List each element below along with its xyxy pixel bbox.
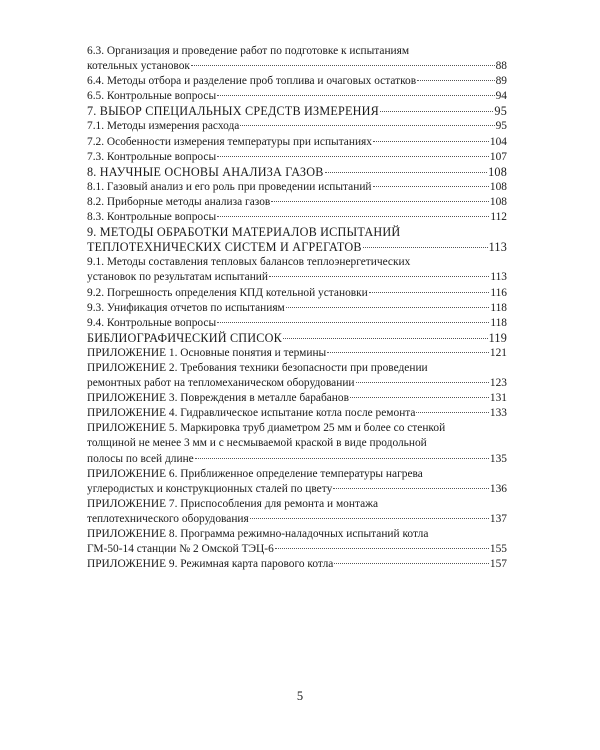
toc-entry bbox=[87, 557, 507, 572]
toc-entry-text: 7.3. Контрольные вопросы bbox=[87, 150, 217, 163]
toc-entry-text: 6.5. Контрольные вопросы bbox=[87, 90, 217, 103]
toc-entry-row bbox=[87, 557, 507, 572]
dot-leader bbox=[217, 94, 494, 96]
toc-entry bbox=[87, 180, 507, 195]
toc-entry-text: установок по результатам испытаний bbox=[87, 271, 268, 284]
toc-entry-text: полосы по всей длине bbox=[87, 452, 194, 465]
toc-page-number: 155 bbox=[489, 543, 507, 556]
dot-leader bbox=[350, 396, 489, 398]
toc-entry bbox=[87, 286, 507, 301]
toc-entry-text: ПРИЛОЖЕНИЕ 7. Приспособления для ремонта и монтажа bbox=[87, 497, 379, 510]
toc-entry bbox=[87, 406, 507, 421]
dot-leader bbox=[373, 185, 489, 187]
toc-entry bbox=[87, 301, 507, 316]
toc-page-number: 135 bbox=[489, 452, 507, 465]
toc-entry-text: 8.1. Газовый анализ и его роль при проведении испытаний bbox=[87, 180, 372, 193]
dot-leader bbox=[369, 291, 490, 293]
dot-leader bbox=[283, 337, 488, 339]
toc-entry-row bbox=[87, 59, 507, 74]
toc-page-number: 95 bbox=[494, 104, 507, 119]
toc-page-number: 104 bbox=[489, 135, 507, 148]
toc-page-number: 89 bbox=[495, 75, 507, 88]
toc-entry-row bbox=[87, 74, 507, 89]
table-of-contents bbox=[87, 44, 507, 572]
dot-leader bbox=[271, 200, 489, 202]
toc-entry-row bbox=[87, 119, 507, 134]
dot-leader bbox=[380, 110, 493, 112]
toc-entry-text: ПРИЛОЖЕНИЕ 8. Программа режимно-наладочных испытаний котла bbox=[87, 528, 429, 540]
toc-page-number: 118 bbox=[490, 301, 507, 314]
toc-page-number: 118 bbox=[490, 316, 507, 329]
toc-entry-row bbox=[87, 452, 507, 467]
toc-entry-row bbox=[87, 210, 507, 225]
toc-page-number: 108 bbox=[489, 180, 507, 193]
dot-leader bbox=[417, 79, 495, 81]
toc-entry-text: 9.2. Погрешность определения КПД котельной установки bbox=[87, 286, 368, 299]
toc-page-number: 137 bbox=[489, 512, 507, 525]
dot-leader bbox=[217, 321, 489, 323]
toc-entry-row bbox=[87, 346, 507, 361]
toc-entry-row bbox=[87, 376, 507, 391]
toc-entry-row bbox=[87, 135, 507, 150]
toc-entry-row bbox=[87, 240, 507, 255]
toc-entry-text: 9.1. Методы составления тепловых балансов теплоэнергетических bbox=[87, 256, 411, 269]
toc-entry-row bbox=[87, 301, 507, 316]
dot-leader bbox=[327, 351, 489, 353]
toc-entry bbox=[87, 225, 507, 255]
toc-entry-row bbox=[87, 286, 507, 301]
dot-leader bbox=[269, 275, 489, 277]
toc-page-number: 95 bbox=[495, 120, 507, 133]
toc-entry bbox=[87, 497, 507, 527]
toc-page-number: 94 bbox=[495, 90, 507, 103]
toc-entry-text: 8.3. Контрольные вопросы bbox=[87, 211, 217, 224]
dot-leader bbox=[334, 562, 489, 564]
toc-page-number: 108 bbox=[488, 164, 507, 179]
toc-entry-text: ПРИЛОЖЕНИЕ 2. Требования техники безопасности при проведении bbox=[87, 361, 428, 374]
toc-entry bbox=[87, 361, 507, 391]
toc-entry bbox=[87, 346, 507, 361]
toc-page-number: 113 bbox=[490, 271, 507, 284]
toc-page-number: 136 bbox=[489, 482, 507, 495]
toc-entry-text: 9.3. Унификация отчетов по испытаниям bbox=[87, 301, 285, 314]
toc-entry-text: 6.4. Методы отбора и разделение проб топлива и очаговых остатков bbox=[87, 75, 417, 88]
toc-entry-row bbox=[87, 89, 507, 104]
toc-entry-text: теплотехнического оборудования bbox=[87, 512, 249, 525]
toc-entry-text: 8.2. Приборные методы анализа газов bbox=[87, 195, 271, 208]
toc-entry-text: ПРИЛОЖЕНИЕ 5. Маркировка труб диаметром 25 мм и более со стенкой bbox=[87, 422, 446, 435]
toc-entry-row bbox=[87, 406, 507, 421]
toc-entry-text: ПРИЛОЖЕНИЕ 9. Режимная карта парового котла bbox=[87, 558, 334, 571]
toc-entry-row bbox=[87, 512, 507, 527]
toc-entry-text: 9. МЕТОДЫ ОБРАБОТКИ МАТЕРИАЛОВ ИСПЫТАНИЙ bbox=[87, 225, 401, 240]
toc-entry-text: 7.2. Особенности измерения температуры при испытаниях bbox=[87, 135, 372, 148]
dot-leader bbox=[217, 155, 489, 157]
toc-entry-row bbox=[87, 150, 507, 165]
toc-entry-text: ПРИЛОЖЕНИЕ 3. Повреждения в металле барабанов bbox=[87, 392, 349, 405]
toc-entry-text: ТЕПЛОТЕХНИЧЕСКИХ СИСТЕМ И АГРЕГАТОВ bbox=[87, 240, 362, 255]
toc-entry-text: толщиной не менее 3 мм и с несмываемой краской в виде продольной bbox=[87, 437, 427, 450]
toc-entry bbox=[87, 316, 507, 331]
toc-page-number: 133 bbox=[489, 407, 507, 420]
toc-entry-row bbox=[87, 316, 507, 331]
toc-page-number: 121 bbox=[489, 346, 507, 359]
toc-entry-text: БИБЛИОГРАФИЧЕСКИЙ СПИСОК bbox=[87, 330, 282, 345]
dot-leader bbox=[416, 411, 488, 413]
toc-entry bbox=[87, 165, 507, 180]
dot-leader bbox=[363, 246, 488, 248]
toc-entry bbox=[87, 195, 507, 210]
toc-page-number: 123 bbox=[489, 377, 507, 390]
toc-entry-text: ГМ-50-14 станции № 2 Омской ТЭЦ-6 bbox=[87, 543, 274, 556]
dot-leader bbox=[333, 487, 489, 489]
toc-entry-text: 7.1. Методы измерения расхода bbox=[87, 120, 240, 133]
toc-entry-text: 6.3. Организация и проведение работ по подготовке к испытаниям bbox=[87, 45, 410, 57]
toc-entry-text: ПРИЛОЖЕНИЕ 4. Гидравлическое испытание котла после ремонта bbox=[87, 407, 416, 420]
toc-page-number: 119 bbox=[488, 330, 507, 345]
dot-leader bbox=[250, 517, 489, 519]
toc-entry bbox=[87, 119, 507, 134]
dot-leader bbox=[217, 215, 489, 217]
toc-page-number: 107 bbox=[489, 150, 507, 163]
toc-page-number: 157 bbox=[489, 558, 507, 571]
toc-entry bbox=[87, 331, 507, 346]
dot-leader bbox=[373, 140, 489, 142]
dot-leader bbox=[191, 64, 495, 66]
toc-entry-text: ПРИЛОЖЕНИЕ 1. Основные понятия и термины bbox=[87, 346, 327, 359]
toc-entry-row bbox=[87, 542, 507, 557]
dot-leader bbox=[275, 547, 489, 549]
toc-entry-row bbox=[87, 165, 507, 180]
toc-entry-row bbox=[87, 331, 507, 346]
toc-page-number: 112 bbox=[490, 211, 507, 224]
toc-entry bbox=[87, 527, 507, 557]
dot-leader bbox=[286, 306, 490, 308]
toc-entry-text: ремонтных работ на тепломеханическом оборудовании bbox=[87, 377, 355, 390]
toc-entry bbox=[87, 210, 507, 225]
dot-leader bbox=[325, 171, 488, 173]
toc-page-number: 116 bbox=[490, 286, 507, 299]
toc-entry-row bbox=[87, 180, 507, 195]
dot-leader bbox=[240, 124, 494, 126]
toc-entry bbox=[87, 104, 507, 119]
toc-entry bbox=[87, 150, 507, 165]
toc-entry-row bbox=[87, 391, 507, 406]
toc-entry bbox=[87, 467, 507, 497]
toc-entry bbox=[87, 89, 507, 104]
toc-page-number: 113 bbox=[488, 240, 507, 255]
toc-entry bbox=[87, 44, 507, 74]
toc-entry-row bbox=[87, 482, 507, 497]
toc-entry-text: 9.4. Контрольные вопросы bbox=[87, 316, 217, 329]
toc-entry-text: ПРИЛОЖЕНИЕ 6. Приближенное определение температуры нагрева bbox=[87, 467, 423, 480]
toc-entry-text: 8. НАУЧНЫЕ ОСНОВЫ АНАЛИЗА ГАЗОВ bbox=[87, 164, 324, 179]
dot-leader bbox=[195, 457, 489, 459]
toc-entry bbox=[87, 255, 507, 285]
toc-entry-text: 7. ВЫБОР СПЕЦИАЛЬНЫХ СРЕДСТВ ИЗМЕРЕНИЯ bbox=[87, 104, 379, 119]
toc-page-number: 108 bbox=[489, 195, 507, 208]
toc-entry bbox=[87, 135, 507, 150]
toc-entry-text: углеродистых и конструкционных сталей по цвету bbox=[87, 482, 333, 495]
toc-page-number: 131 bbox=[489, 392, 507, 405]
toc-entry bbox=[87, 74, 507, 89]
toc-entry bbox=[87, 421, 507, 466]
dot-leader bbox=[356, 381, 489, 383]
toc-entry-text: котельных установок bbox=[87, 60, 190, 73]
toc-entry bbox=[87, 391, 507, 406]
toc-entry-row bbox=[87, 195, 507, 210]
toc-entry-row bbox=[87, 104, 507, 119]
toc-page-number: 88 bbox=[495, 60, 507, 73]
toc-entry-row bbox=[87, 270, 507, 285]
page-number: 5 bbox=[296, 689, 304, 703]
